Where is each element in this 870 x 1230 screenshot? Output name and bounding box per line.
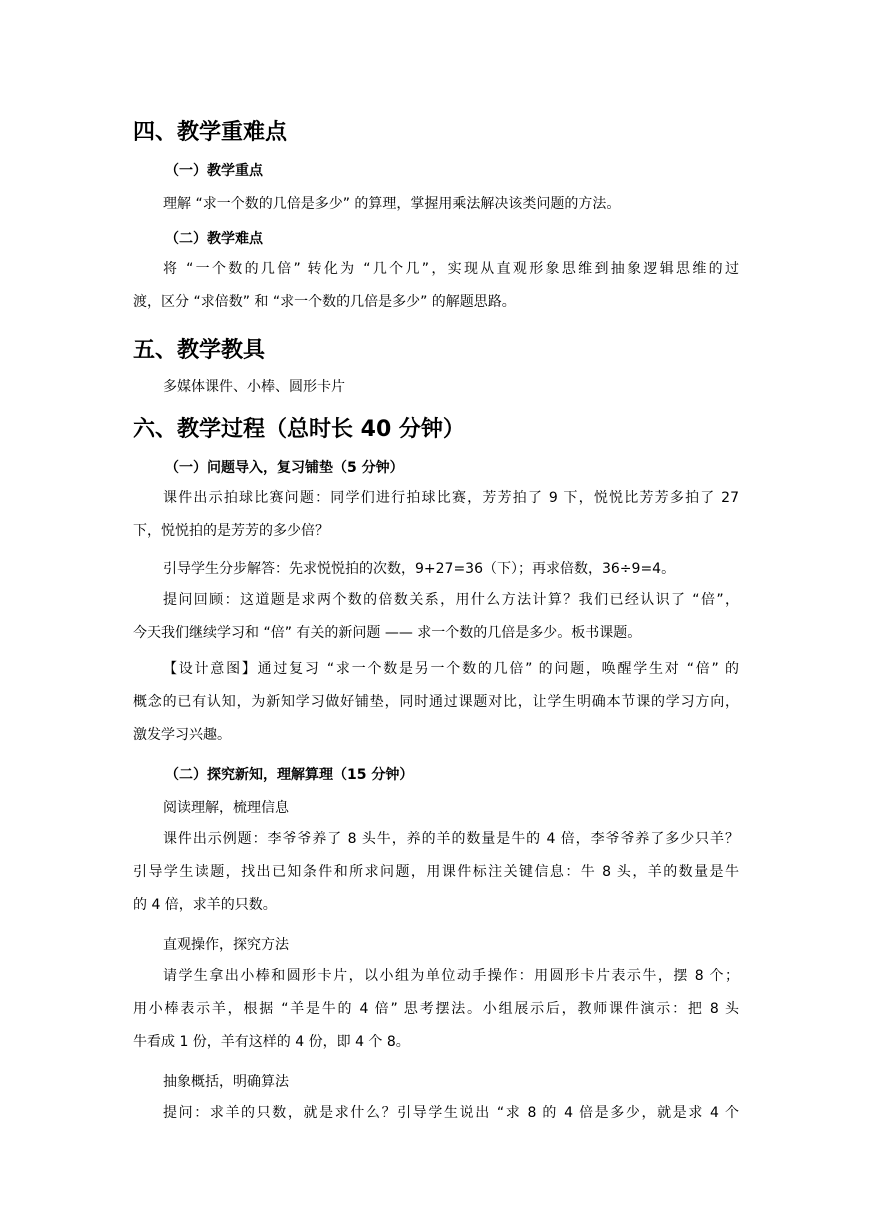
paragraph-question	[133, 1097, 739, 1130]
text-line: 下，悦悦拍的是芳芳的多少倍？	[133, 523, 329, 539]
subheading-teaching-focus: （一）教学重点	[165, 163, 263, 179]
text-line: 概念的已有认知，为新知学习做好铺垫，同时通过课题对比，让学生明确本节课的学习方向，	[133, 694, 739, 710]
text-line: 课件出示例题：李爷爷养了 8 头牛，养的羊的数量是牛的 4 倍，李爷爷养了多少只羊？	[163, 831, 739, 847]
subheading-teaching-difficulty: （二）教学难点	[165, 231, 263, 247]
subheading-explore: （二）探究新知，理解算理（15 分钟）	[165, 767, 414, 783]
text-line: 【设计意图】通过复习 “求一个数是另一个数的几倍” 的问题，唤醒学生对 “倍” 的	[163, 661, 739, 677]
section-heading-4: 四、教学重难点	[133, 120, 288, 145]
paragraph-step-solution: 引导学生分步解答：先求悦悦拍的次数，9+27=36（下）；再求倍数，36÷9=4。	[163, 561, 676, 577]
subheading-intro: （一）问题导入，复习铺垫（5 分钟）	[165, 460, 404, 476]
paragraph-example-problem	[133, 823, 739, 922]
paragraph-teaching-aids: 多媒体课件、小棒、圆形卡片	[163, 379, 345, 395]
text-line: 请学生拿出小棒和圆形卡片，以小组为单位动手操作：用圆形卡片表示牛，摆 8 个；	[163, 968, 739, 984]
paragraph-review-question	[133, 584, 739, 650]
text-line: 牛看成 1 份，羊有这样的 4 份，即 4 个 8。	[133, 1034, 410, 1050]
text-line: 用小棒表示羊，根据 “羊是牛的 4 倍” 思考摆法。小组展示后，教师课件演示：把 8 头	[133, 1001, 739, 1017]
paragraph-operation: 直观操作，探究方法	[163, 937, 289, 953]
paragraph-hands-on	[133, 960, 739, 1059]
paragraph-ball-problem	[133, 482, 739, 548]
text-line: 提问：求羊的只数，就是求什么？引导学生说出 “求 8 的 4 倍是多少，就是求 4 个	[163, 1105, 739, 1121]
text-line: 的 4 倍，求羊的只数。	[133, 897, 277, 913]
section-heading-6: 六、教学过程（总时长 40 分钟）	[133, 417, 465, 442]
paragraph-design-intent	[133, 653, 739, 752]
text-line: 提问回顾：这道题是求两个数的倍数关系，用什么方法计算？我们已经认识了 “倍”，	[163, 592, 739, 608]
paragraph-abstract: 抽象概括，明确算法	[163, 1074, 289, 1090]
text-line: 课件出示拍球比赛问题：同学们进行拍球比赛，芳芳拍了 9 下，悦悦比芳芳多拍了 27	[163, 490, 739, 506]
paragraph-focus: 理解 “求一个数的几倍是多少” 的算理，掌握用乘法解决该类问题的方法。	[163, 196, 621, 212]
text-line: 激发学习兴趣。	[133, 727, 231, 743]
text-line: 将 “一个数的几倍” 转化为 “几个几”，实现从直观形象思维到抽象逻辑思维的过	[163, 261, 739, 277]
text-line: 渡，区分 “求倍数” 和 “求一个数的几倍是多少” 的解题思路。	[133, 294, 516, 310]
paragraph-difficulty	[133, 253, 739, 319]
text-line: 今天我们继续学习和 “倍” 有关的新问题 —— 求一个数的几倍是多少。板书课题。	[133, 625, 642, 641]
section-heading-5: 五、教学教具	[133, 338, 266, 363]
paragraph-reading: 阅读理解，梳理信息	[163, 800, 289, 816]
text-line: 引导学生读题，找出已知条件和所求问题，用课件标注关键信息：牛 8 头，羊的数量是牛	[133, 864, 739, 880]
